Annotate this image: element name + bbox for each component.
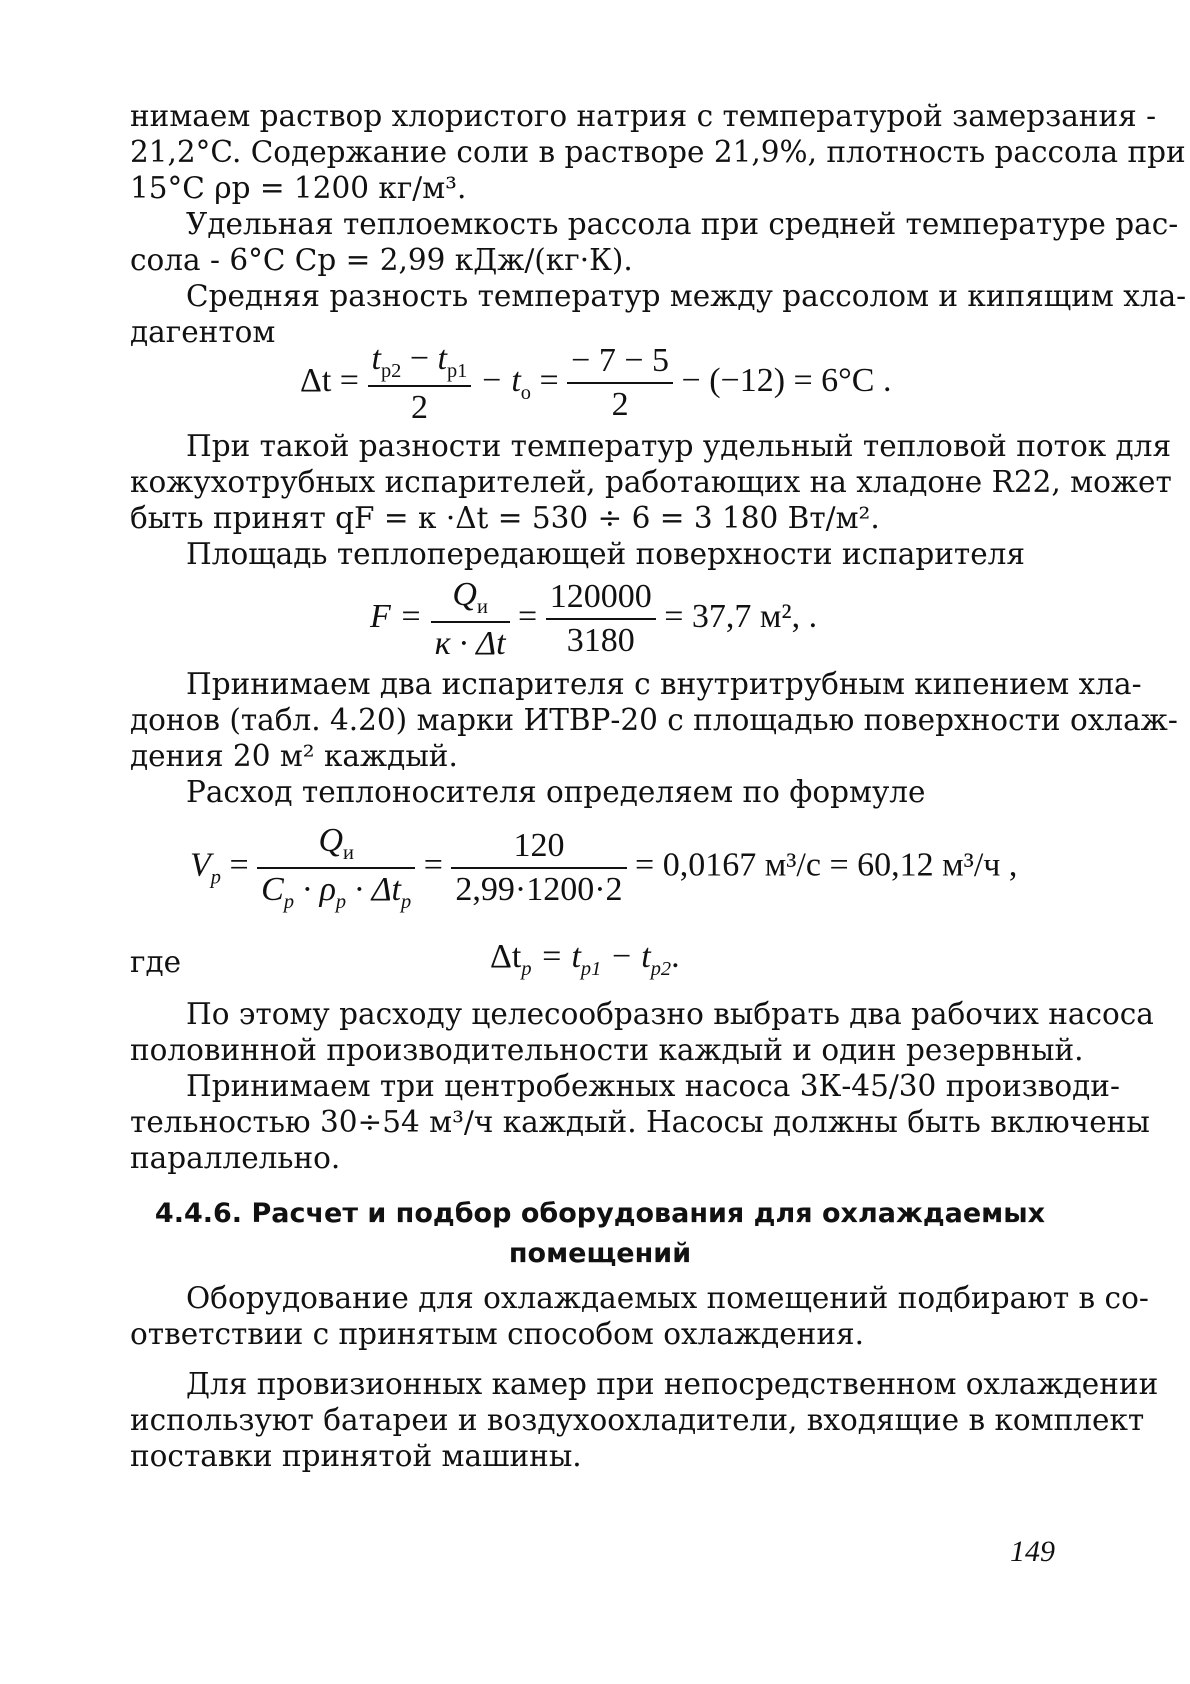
- text-line: тельностью 30÷54 м³/ч каждый. Насосы должны быть включены: [130, 1105, 1150, 1139]
- formula-area: F = $\frac{Q_и}{к \cdot \Delta t}$ = $\frac{120000}{3180}$ = 37,7 м², .: [370, 576, 818, 662]
- fraction: $\frac{- 7 - 5}{2}$: [567, 342, 673, 424]
- where-label: где: [130, 945, 182, 979]
- section-heading: 4.4.6. Расчет и подбор оборудования для охлаждаемых: [154, 1198, 1046, 1229]
- text-line: 15°С ρр = 1200 кг/м³.: [130, 171, 467, 205]
- text-line: донов (табл. 4.20) марки ИТВР-20 с площадью поверхности охлаж-: [130, 703, 1178, 737]
- text-line: дения 20 м² каждый.: [130, 739, 458, 773]
- formula-lhs: Δt =: [300, 362, 359, 400]
- text-line: По этому расходу целесообразно выбрать два рабочих насоса: [186, 997, 1154, 1031]
- text-line: Удельная теплоемкость рассола при средней температуре рас-: [186, 207, 1179, 241]
- fraction: $\frac{120}{2,99\cdot 1200\cdot 2}$: [451, 827, 626, 909]
- text-line: параллельно.: [130, 1141, 341, 1175]
- text-line: 21,2°C. Содержание соли в растворе 21,9%, плотность рассола при: [130, 135, 1186, 169]
- fraction: $\frac{120000}{3180}$: [546, 578, 656, 660]
- text-line: Принимаем три центробежных насоса 3К-45/30 производи-: [186, 1069, 1120, 1103]
- text-line: При такой разности температур удельный тепловой поток для: [186, 429, 1172, 463]
- formula-delta-t: Δt = $\frac{t_{p2} - t_{p1}}{2}$ − $t_o$ = $\frac{- 7 - 5}{2}$ − (−12) = 6°C .: [300, 340, 892, 426]
- text-line: ответствии с принятым способом охлаждения.: [130, 1317, 864, 1351]
- text-line: Площадь теплопередающей поверхности испарителя: [186, 537, 1026, 571]
- text-line: Средняя разность температур между рассолом и кипящим хла-: [186, 279, 1187, 313]
- text-line: используют батареи и воздухоохладители, входящие в комплект: [130, 1403, 1145, 1437]
- text-line: сола - 6°С Ср = 2,99 кДж/(кг·К).: [130, 243, 633, 277]
- text-line: половинной производительности каждый и один резервный.: [130, 1033, 1084, 1067]
- text-line: нимаем раствор хлористого натрия с температурой замерзания -: [130, 99, 1157, 133]
- text-line: Оборудование для охлаждаемых помещений подбирают в со-: [186, 1281, 1149, 1315]
- text-line: Расход теплоносителя определяем по формуле: [186, 775, 926, 809]
- fraction: $\frac{t_{p2} - t_{p1}}{2}$: [368, 340, 472, 427]
- formula-flow: $V_p$ = $\frac{Q_и}{C_p \cdot \rho_p \cdot \Delta t_p}$ = $\frac{120}{2,99\cdot 1200\cdot 2}$ = 0,0167 м³/с = 60,12 м³/ч ,: [190, 822, 1018, 913]
- fraction: $\frac{Q_и}{к \cdot \Delta t}$: [431, 576, 510, 663]
- text-line: дагентом: [130, 315, 276, 349]
- text-line: поставки принятой машины.: [130, 1439, 582, 1473]
- text-line: кожухотрубных испарителей, работающих на хладоне R22, может: [130, 465, 1172, 499]
- text-line: Для провизионных камер при непосредственном охлаждении: [186, 1367, 1159, 1401]
- text-line: Принимаем два испарителя с внутритрубным кипением хла-: [186, 667, 1142, 701]
- section-heading-cont: помещений: [508, 1238, 692, 1269]
- formula-where: $\Delta t_p = t_{p1} - t_{p2}$.: [490, 938, 680, 980]
- text-line: быть принят qF = к ·Δt = 530 ÷ 6 = 3 180 Вт/м².: [130, 501, 880, 535]
- fraction: $\frac{Q_и}{C_p \cdot \rho_p \cdot \Delta t_p}$: [257, 822, 415, 914]
- page-number: 149: [1010, 1535, 1055, 1568]
